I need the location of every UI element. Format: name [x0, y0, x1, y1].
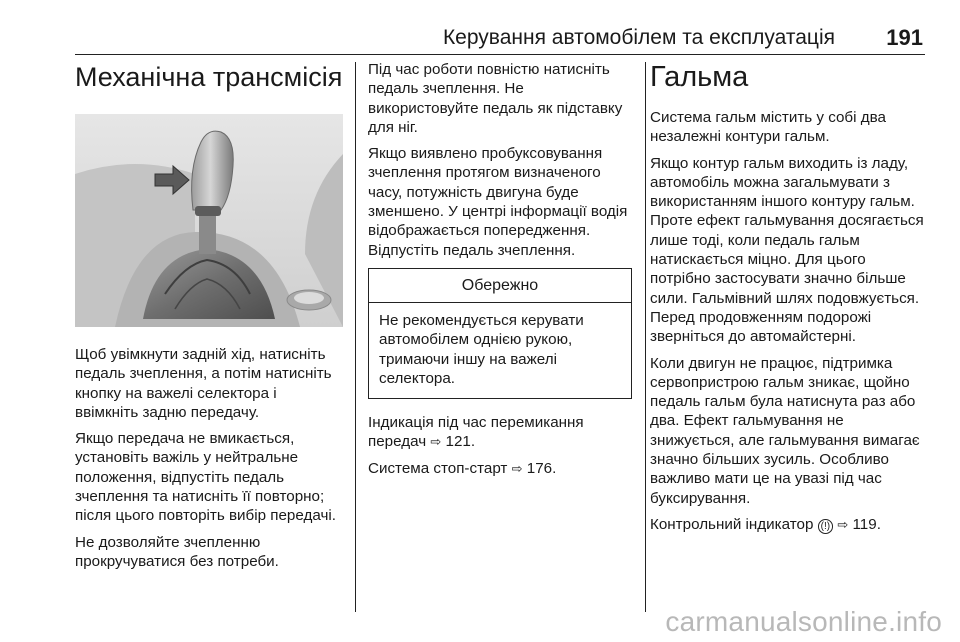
cross-reference-shift-indicator — [368, 413, 632, 452]
indicator-text: Контрольний індикатор — [650, 515, 814, 533]
column-clutch — [368, 60, 632, 485]
column-divider — [355, 62, 356, 612]
running-title: Керування автомобілем та експлуатація — [442, 26, 835, 49]
paragraph-clutch-slip: Не дозволяйте зчепленню прокручуватися без потреби. — [75, 533, 279, 570]
cross-reference-text: Індикація під час перемикання передач — [368, 414, 584, 451]
paragraph-brake-circuit-failure: Якщо контур гальм виходить із ладу, автомобіль можна загальмувати з використанням іншого контуру гальм. Проте ефект гальмування досягається лише тоді, коли педаль гальм натискається міцно. Для цього потрібно застосувати значно більше сили. Гальмівний шлях подовжується. Перед продовженням подорожі зверніться до автомайстерні. — [650, 154, 924, 346]
section-title-brakes: Гальма — [650, 61, 749, 93]
caution-title: Обережно — [369, 269, 631, 303]
paragraph-brake-servo: Коли двигун не працює, підтримка сервопристрою гальм зникає, щойно педаль гальм була натиснута раз або два. Ефект гальмування не знижується, але гальмування вимагає значно більших зусиль. Особливо важливо мати це на увазі під час буксирування. — [650, 354, 920, 507]
paragraph-gear-not-engaging: Якщо передача не вмикається, установіть важіль у нейтральне положення, відпустіть педаль зчеплення та натисніть її повторно; після цього повторіть вибір передачі. — [75, 430, 336, 525]
page-reference-arrow-icon: ⇨ — [837, 516, 849, 532]
cross-reference-brake-indicator — [650, 515, 930, 534]
page-reference-arrow-icon: ⇨ — [430, 434, 442, 450]
section-title-manual-transmission: Механічна трансмісія — [75, 62, 343, 92]
caution-text: Не рекомендується керувати автомобілем однією рукою, тримаючи іншу на важелі селектора. — [379, 311, 584, 387]
column-manual-transmission — [75, 60, 343, 578]
watermark: carmanualsonline.info — [665, 606, 942, 637]
gear-shift-photo — [75, 114, 343, 327]
cross-reference-stop-start — [368, 459, 632, 478]
page-number: 191 — [886, 25, 923, 50]
paragraph-brake-circuits: Система гальм містить у собі два незалежні контури гальм. — [650, 109, 886, 146]
column-brakes — [650, 60, 930, 541]
cross-reference-page-link[interactable]: 119. — [852, 515, 881, 533]
page-header — [75, 24, 925, 55]
column-divider — [645, 62, 646, 612]
cross-reference-page-link[interactable]: 176. — [526, 459, 557, 477]
cross-reference-page-link[interactable]: 121. — [445, 433, 476, 451]
page-reference-arrow-icon: ⇨ — [511, 460, 523, 476]
paragraph-reverse-gear: Щоб увімкнути задній хід, натисніть педаль зчеплення, а потім натисніть кнопку на важелі селектора і ввімкніть задню передачу. — [75, 346, 332, 421]
paragraph-clutch-pedal: Під час роботи повністю натисніть педаль зчеплення. Не використовуйте педаль як підставку для ніг. — [368, 61, 623, 136]
caution-box — [368, 268, 632, 399]
cross-reference-text: Система стоп-старт — [368, 459, 508, 477]
gear-shift-illustration — [75, 114, 343, 327]
brake-warning-icon: (!) — [818, 519, 833, 534]
paragraph-clutch-warning: Якщо виявлено пробуксовування зчеплення протягом визначеного часу, потужність двигуна буде зменшено. У центрі інформації водія відображається попередження. Відпустіть педаль зчеплення. — [368, 145, 628, 259]
